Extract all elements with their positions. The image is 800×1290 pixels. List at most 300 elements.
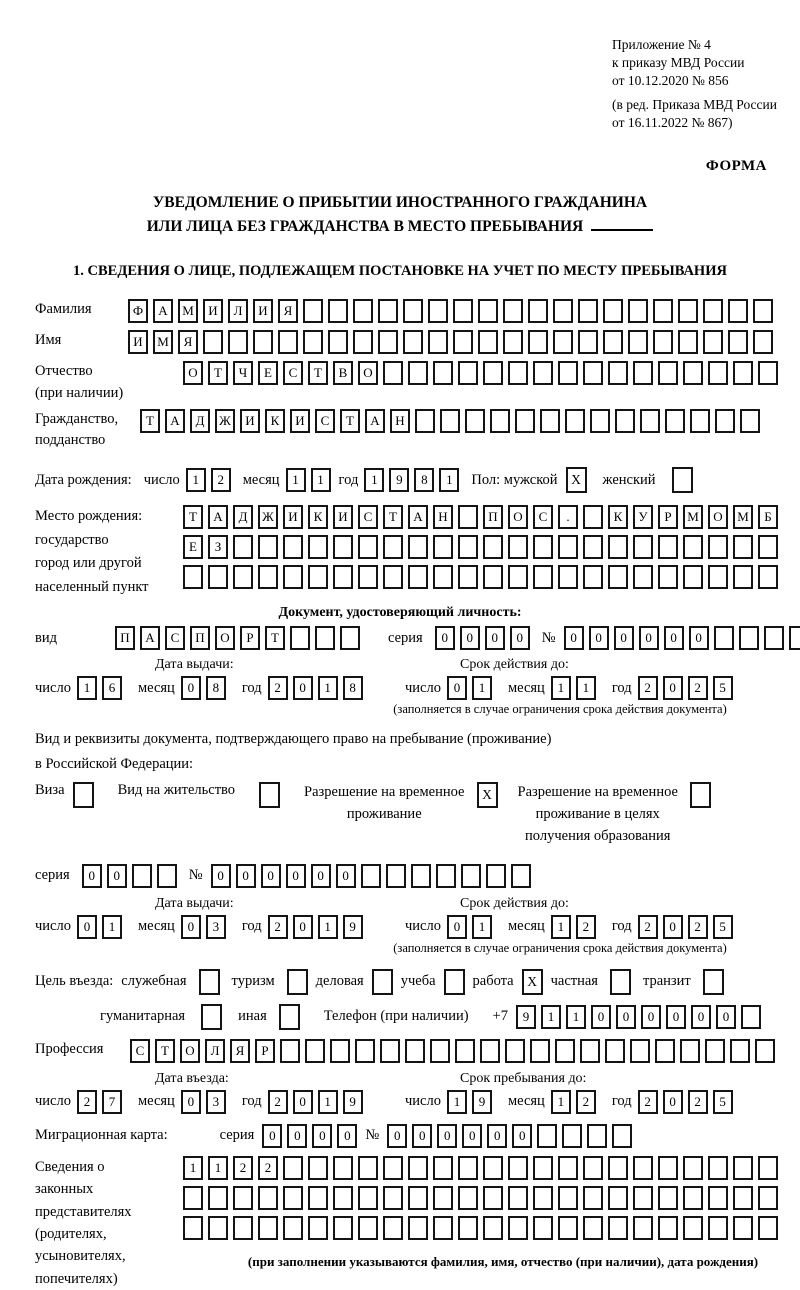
char-cell[interactable] bbox=[508, 565, 528, 589]
char-cell[interactable]: 1 bbox=[551, 1090, 571, 1114]
char-cell[interactable] bbox=[308, 1156, 328, 1180]
char-cell[interactable] bbox=[603, 330, 623, 354]
char-cell[interactable]: О bbox=[708, 505, 728, 529]
char-cell[interactable] bbox=[458, 1216, 478, 1240]
char-cell[interactable]: 0 bbox=[639, 626, 659, 650]
char-cell[interactable] bbox=[383, 1156, 403, 1180]
char-cell[interactable]: О bbox=[508, 505, 528, 529]
char-cell[interactable] bbox=[132, 864, 152, 888]
char-cell[interactable] bbox=[764, 626, 784, 650]
char-cell[interactable] bbox=[583, 505, 603, 529]
char-cell[interactable] bbox=[503, 299, 523, 323]
char-cell[interactable]: 2 bbox=[638, 676, 658, 700]
char-cell[interactable] bbox=[758, 535, 778, 559]
char-cell[interactable] bbox=[228, 330, 248, 354]
char-cell[interactable] bbox=[483, 1186, 503, 1210]
char-cell[interactable]: 2 bbox=[268, 915, 288, 939]
char-cell[interactable]: 0 bbox=[287, 1124, 307, 1148]
char-cell[interactable]: 1 bbox=[318, 1090, 338, 1114]
char-cell[interactable] bbox=[430, 1039, 450, 1063]
char-cell[interactable]: А bbox=[208, 505, 228, 529]
char-cell[interactable]: 1 bbox=[472, 915, 492, 939]
char-cell[interactable]: 0 bbox=[261, 864, 281, 888]
char-cell[interactable] bbox=[403, 299, 423, 323]
char-cell[interactable] bbox=[612, 1124, 632, 1148]
char-cell[interactable] bbox=[690, 409, 710, 433]
visa-checkbox[interactable] bbox=[73, 782, 94, 808]
char-cell[interactable]: У bbox=[633, 505, 653, 529]
char-cell[interactable]: 5 bbox=[713, 676, 733, 700]
char-cell[interactable]: 2 bbox=[576, 915, 596, 939]
char-cell[interactable] bbox=[458, 535, 478, 559]
sex-female-checkbox[interactable] bbox=[672, 467, 693, 493]
char-cell[interactable] bbox=[753, 299, 773, 323]
char-cell[interactable] bbox=[258, 1186, 278, 1210]
purpose-business-checkbox[interactable] bbox=[372, 969, 393, 995]
char-cell[interactable]: 0 bbox=[447, 676, 467, 700]
char-cell[interactable] bbox=[678, 330, 698, 354]
char-cell[interactable] bbox=[280, 1039, 300, 1063]
char-cell[interactable] bbox=[508, 1216, 528, 1240]
char-cell[interactable] bbox=[383, 1186, 403, 1210]
char-cell[interactable] bbox=[403, 330, 423, 354]
char-cell[interactable]: Т bbox=[340, 409, 360, 433]
char-cell[interactable] bbox=[383, 1216, 403, 1240]
char-cell[interactable]: Я bbox=[230, 1039, 250, 1063]
char-cell[interactable] bbox=[283, 1216, 303, 1240]
char-cell[interactable] bbox=[715, 409, 735, 433]
char-cell[interactable]: 0 bbox=[293, 915, 313, 939]
char-cell[interactable]: Е bbox=[183, 535, 203, 559]
char-cell[interactable] bbox=[708, 361, 728, 385]
char-cell[interactable] bbox=[308, 565, 328, 589]
char-cell[interactable]: Ж bbox=[215, 409, 235, 433]
char-cell[interactable] bbox=[458, 361, 478, 385]
char-cell[interactable] bbox=[665, 409, 685, 433]
char-cell[interactable]: 2 bbox=[211, 468, 231, 492]
char-cell[interactable]: Р bbox=[240, 626, 260, 650]
char-cell[interactable]: А bbox=[408, 505, 428, 529]
char-cell[interactable] bbox=[583, 535, 603, 559]
char-cell[interactable]: 1 bbox=[566, 1005, 586, 1029]
char-cell[interactable] bbox=[503, 330, 523, 354]
char-cell[interactable] bbox=[283, 535, 303, 559]
char-cell[interactable]: 1 bbox=[318, 676, 338, 700]
char-cell[interactable] bbox=[741, 1005, 761, 1029]
char-cell[interactable]: 1 bbox=[541, 1005, 561, 1029]
char-cell[interactable]: 0 bbox=[716, 1005, 736, 1029]
purpose-private-checkbox[interactable] bbox=[610, 969, 631, 995]
char-cell[interactable] bbox=[633, 1216, 653, 1240]
char-cell[interactable] bbox=[328, 330, 348, 354]
char-cell[interactable]: 9 bbox=[343, 915, 363, 939]
char-cell[interactable]: И bbox=[290, 409, 310, 433]
purpose-tourism-checkbox[interactable] bbox=[287, 969, 308, 995]
char-cell[interactable] bbox=[505, 1039, 525, 1063]
char-cell[interactable]: Т bbox=[265, 626, 285, 650]
char-cell[interactable]: 0 bbox=[236, 864, 256, 888]
char-cell[interactable] bbox=[408, 535, 428, 559]
char-cell[interactable] bbox=[583, 1186, 603, 1210]
char-cell[interactable] bbox=[183, 1186, 203, 1210]
char-cell[interactable]: 0 bbox=[181, 915, 201, 939]
char-cell[interactable] bbox=[708, 535, 728, 559]
char-cell[interactable] bbox=[755, 1039, 775, 1063]
char-cell[interactable]: К bbox=[265, 409, 285, 433]
char-cell[interactable]: О bbox=[358, 361, 378, 385]
char-cell[interactable] bbox=[658, 1156, 678, 1180]
char-cell[interactable]: 8 bbox=[343, 676, 363, 700]
char-cell[interactable]: 0 bbox=[564, 626, 584, 650]
char-cell[interactable]: 0 bbox=[181, 1090, 201, 1114]
char-cell[interactable]: З bbox=[208, 535, 228, 559]
char-cell[interactable] bbox=[565, 409, 585, 433]
char-cell[interactable] bbox=[758, 1216, 778, 1240]
char-cell[interactable] bbox=[658, 1216, 678, 1240]
char-cell[interactable] bbox=[183, 1216, 203, 1240]
char-cell[interactable] bbox=[583, 361, 603, 385]
char-cell[interactable] bbox=[558, 1216, 578, 1240]
purpose-study-checkbox[interactable] bbox=[444, 969, 465, 995]
char-cell[interactable] bbox=[683, 361, 703, 385]
residence-permit-checkbox[interactable] bbox=[259, 782, 280, 808]
char-cell[interactable]: 0 bbox=[311, 864, 331, 888]
char-cell[interactable] bbox=[340, 626, 360, 650]
char-cell[interactable] bbox=[480, 1039, 500, 1063]
char-cell[interactable] bbox=[708, 1156, 728, 1180]
char-cell[interactable] bbox=[680, 1039, 700, 1063]
char-cell[interactable] bbox=[708, 1216, 728, 1240]
char-cell[interactable]: 0 bbox=[337, 1124, 357, 1148]
char-cell[interactable]: 0 bbox=[510, 626, 530, 650]
char-cell[interactable]: И bbox=[203, 299, 223, 323]
char-cell[interactable]: 0 bbox=[666, 1005, 686, 1029]
char-cell[interactable]: Р bbox=[255, 1039, 275, 1063]
char-cell[interactable] bbox=[455, 1039, 475, 1063]
char-cell[interactable]: 0 bbox=[181, 676, 201, 700]
char-cell[interactable]: 2 bbox=[638, 1090, 658, 1114]
char-cell[interactable] bbox=[308, 1186, 328, 1210]
char-cell[interactable] bbox=[553, 330, 573, 354]
char-cell[interactable]: 0 bbox=[512, 1124, 532, 1148]
char-cell[interactable]: А bbox=[165, 409, 185, 433]
char-cell[interactable] bbox=[540, 409, 560, 433]
char-cell[interactable] bbox=[408, 1186, 428, 1210]
char-cell[interactable]: 1 bbox=[472, 676, 492, 700]
char-cell[interactable] bbox=[583, 1216, 603, 1240]
char-cell[interactable]: 1 bbox=[186, 468, 206, 492]
char-cell[interactable] bbox=[655, 1039, 675, 1063]
char-cell[interactable]: 1 bbox=[551, 915, 571, 939]
char-cell[interactable]: А bbox=[153, 299, 173, 323]
char-cell[interactable] bbox=[703, 299, 723, 323]
char-cell[interactable] bbox=[528, 299, 548, 323]
char-cell[interactable] bbox=[483, 1156, 503, 1180]
char-cell[interactable] bbox=[433, 1216, 453, 1240]
char-cell[interactable] bbox=[308, 535, 328, 559]
char-cell[interactable] bbox=[628, 330, 648, 354]
char-cell[interactable] bbox=[303, 330, 323, 354]
char-cell[interactable]: 2 bbox=[233, 1156, 253, 1180]
char-cell[interactable] bbox=[383, 361, 403, 385]
char-cell[interactable] bbox=[233, 1216, 253, 1240]
char-cell[interactable] bbox=[330, 1039, 350, 1063]
char-cell[interactable]: 1 bbox=[364, 468, 384, 492]
char-cell[interactable]: М bbox=[733, 505, 753, 529]
char-cell[interactable] bbox=[633, 535, 653, 559]
char-cell[interactable]: П bbox=[115, 626, 135, 650]
char-cell[interactable] bbox=[465, 409, 485, 433]
char-cell[interactable]: 1 bbox=[286, 468, 306, 492]
char-cell[interactable] bbox=[608, 1186, 628, 1210]
char-cell[interactable] bbox=[358, 1216, 378, 1240]
char-cell[interactable] bbox=[608, 1156, 628, 1180]
char-cell[interactable] bbox=[608, 1216, 628, 1240]
char-cell[interactable] bbox=[458, 1156, 478, 1180]
char-cell[interactable]: С bbox=[533, 505, 553, 529]
char-cell[interactable] bbox=[483, 1216, 503, 1240]
char-cell[interactable] bbox=[490, 409, 510, 433]
char-cell[interactable] bbox=[258, 565, 278, 589]
char-cell[interactable]: 0 bbox=[616, 1005, 636, 1029]
char-cell[interactable] bbox=[358, 565, 378, 589]
char-cell[interactable]: 0 bbox=[211, 864, 231, 888]
char-cell[interactable] bbox=[640, 409, 660, 433]
char-cell[interactable] bbox=[739, 626, 759, 650]
char-cell[interactable] bbox=[253, 330, 273, 354]
char-cell[interactable] bbox=[508, 1186, 528, 1210]
char-cell[interactable] bbox=[483, 565, 503, 589]
char-cell[interactable]: 0 bbox=[589, 626, 609, 650]
char-cell[interactable] bbox=[353, 299, 373, 323]
char-cell[interactable] bbox=[453, 299, 473, 323]
char-cell[interactable]: С bbox=[165, 626, 185, 650]
char-cell[interactable] bbox=[758, 565, 778, 589]
char-cell[interactable]: 0 bbox=[107, 864, 127, 888]
char-cell[interactable]: И bbox=[333, 505, 353, 529]
char-cell[interactable]: Т bbox=[308, 361, 328, 385]
char-cell[interactable] bbox=[583, 1156, 603, 1180]
char-cell[interactable]: Л bbox=[205, 1039, 225, 1063]
char-cell[interactable] bbox=[515, 409, 535, 433]
char-cell[interactable]: И bbox=[253, 299, 273, 323]
char-cell[interactable]: 0 bbox=[262, 1124, 282, 1148]
char-cell[interactable] bbox=[733, 1216, 753, 1240]
char-cell[interactable] bbox=[333, 1156, 353, 1180]
char-cell[interactable] bbox=[683, 535, 703, 559]
char-cell[interactable]: 0 bbox=[312, 1124, 332, 1148]
char-cell[interactable]: 0 bbox=[293, 676, 313, 700]
purpose-official-checkbox[interactable] bbox=[199, 969, 220, 995]
char-cell[interactable]: 0 bbox=[614, 626, 634, 650]
char-cell[interactable] bbox=[578, 299, 598, 323]
char-cell[interactable] bbox=[758, 1156, 778, 1180]
char-cell[interactable]: 9 bbox=[472, 1090, 492, 1114]
char-cell[interactable]: 2 bbox=[77, 1090, 97, 1114]
char-cell[interactable] bbox=[578, 330, 598, 354]
purpose-work-checkbox[interactable]: X bbox=[522, 969, 543, 995]
char-cell[interactable] bbox=[789, 626, 800, 650]
purpose-transit-checkbox[interactable] bbox=[703, 969, 724, 995]
char-cell[interactable]: П bbox=[190, 626, 210, 650]
char-cell[interactable] bbox=[590, 409, 610, 433]
char-cell[interactable] bbox=[658, 565, 678, 589]
char-cell[interactable]: И bbox=[240, 409, 260, 433]
char-cell[interactable] bbox=[303, 299, 323, 323]
char-cell[interactable] bbox=[308, 1216, 328, 1240]
char-cell[interactable] bbox=[583, 565, 603, 589]
char-cell[interactable]: 0 bbox=[663, 1090, 683, 1114]
char-cell[interactable] bbox=[533, 565, 553, 589]
char-cell[interactable]: В bbox=[333, 361, 353, 385]
char-cell[interactable] bbox=[530, 1039, 550, 1063]
char-cell[interactable] bbox=[486, 864, 506, 888]
char-cell[interactable]: Д bbox=[190, 409, 210, 433]
char-cell[interactable] bbox=[758, 361, 778, 385]
char-cell[interactable] bbox=[683, 565, 703, 589]
char-cell[interactable]: . bbox=[558, 505, 578, 529]
char-cell[interactable]: Б bbox=[758, 505, 778, 529]
char-cell[interactable] bbox=[562, 1124, 582, 1148]
char-cell[interactable]: 0 bbox=[435, 626, 455, 650]
char-cell[interactable]: 1 bbox=[208, 1156, 228, 1180]
char-cell[interactable] bbox=[203, 330, 223, 354]
char-cell[interactable]: 9 bbox=[516, 1005, 536, 1029]
char-cell[interactable] bbox=[658, 361, 678, 385]
char-cell[interactable] bbox=[283, 1186, 303, 1210]
char-cell[interactable] bbox=[708, 1186, 728, 1210]
char-cell[interactable] bbox=[361, 864, 381, 888]
char-cell[interactable]: И bbox=[283, 505, 303, 529]
char-cell[interactable]: 2 bbox=[638, 915, 658, 939]
char-cell[interactable]: 2 bbox=[688, 676, 708, 700]
char-cell[interactable] bbox=[433, 535, 453, 559]
char-cell[interactable] bbox=[533, 1216, 553, 1240]
char-cell[interactable] bbox=[580, 1039, 600, 1063]
char-cell[interactable]: 2 bbox=[688, 915, 708, 939]
char-cell[interactable] bbox=[508, 361, 528, 385]
char-cell[interactable] bbox=[208, 565, 228, 589]
char-cell[interactable]: 3 bbox=[206, 1090, 226, 1114]
char-cell[interactable]: Н bbox=[390, 409, 410, 433]
char-cell[interactable] bbox=[408, 565, 428, 589]
char-cell[interactable] bbox=[358, 1156, 378, 1180]
char-cell[interactable]: 0 bbox=[77, 915, 97, 939]
char-cell[interactable] bbox=[333, 1216, 353, 1240]
char-cell[interactable] bbox=[728, 299, 748, 323]
char-cell[interactable] bbox=[411, 864, 431, 888]
char-cell[interactable]: 0 bbox=[485, 626, 505, 650]
char-cell[interactable] bbox=[290, 626, 310, 650]
char-cell[interactable] bbox=[630, 1039, 650, 1063]
char-cell[interactable]: 2 bbox=[258, 1156, 278, 1180]
char-cell[interactable] bbox=[705, 1039, 725, 1063]
char-cell[interactable] bbox=[733, 535, 753, 559]
char-cell[interactable]: И bbox=[128, 330, 148, 354]
char-cell[interactable] bbox=[733, 1156, 753, 1180]
char-cell[interactable] bbox=[608, 361, 628, 385]
char-cell[interactable]: Ф bbox=[128, 299, 148, 323]
char-cell[interactable]: О bbox=[183, 361, 203, 385]
char-cell[interactable]: 0 bbox=[689, 626, 709, 650]
char-cell[interactable] bbox=[683, 1186, 703, 1210]
char-cell[interactable]: А bbox=[140, 626, 160, 650]
char-cell[interactable]: П bbox=[483, 505, 503, 529]
char-cell[interactable] bbox=[678, 299, 698, 323]
char-cell[interactable]: 2 bbox=[268, 676, 288, 700]
char-cell[interactable]: 5 bbox=[713, 1090, 733, 1114]
char-cell[interactable] bbox=[558, 535, 578, 559]
char-cell[interactable]: Т bbox=[383, 505, 403, 529]
char-cell[interactable] bbox=[433, 1156, 453, 1180]
char-cell[interactable]: Я bbox=[178, 330, 198, 354]
char-cell[interactable] bbox=[283, 1156, 303, 1180]
char-cell[interactable] bbox=[483, 535, 503, 559]
char-cell[interactable]: С bbox=[358, 505, 378, 529]
char-cell[interactable]: 1 bbox=[576, 676, 596, 700]
char-cell[interactable]: 7 bbox=[102, 1090, 122, 1114]
char-cell[interactable]: Т bbox=[183, 505, 203, 529]
char-cell[interactable]: 6 bbox=[102, 676, 122, 700]
char-cell[interactable]: Т bbox=[155, 1039, 175, 1063]
char-cell[interactable] bbox=[458, 505, 478, 529]
char-cell[interactable]: 0 bbox=[437, 1124, 457, 1148]
char-cell[interactable] bbox=[558, 565, 578, 589]
char-cell[interactable]: 0 bbox=[82, 864, 102, 888]
char-cell[interactable] bbox=[283, 565, 303, 589]
char-cell[interactable] bbox=[558, 361, 578, 385]
char-cell[interactable] bbox=[733, 361, 753, 385]
char-cell[interactable] bbox=[603, 299, 623, 323]
char-cell[interactable]: 0 bbox=[487, 1124, 507, 1148]
char-cell[interactable] bbox=[633, 565, 653, 589]
char-cell[interactable] bbox=[378, 330, 398, 354]
char-cell[interactable] bbox=[511, 864, 531, 888]
char-cell[interactable] bbox=[380, 1039, 400, 1063]
char-cell[interactable] bbox=[740, 409, 760, 433]
char-cell[interactable]: 1 bbox=[318, 915, 338, 939]
char-cell[interactable] bbox=[703, 330, 723, 354]
char-cell[interactable]: Д bbox=[233, 505, 253, 529]
char-cell[interactable] bbox=[478, 330, 498, 354]
char-cell[interactable]: 0 bbox=[286, 864, 306, 888]
char-cell[interactable]: Т bbox=[208, 361, 228, 385]
char-cell[interactable] bbox=[605, 1039, 625, 1063]
char-cell[interactable]: Л bbox=[228, 299, 248, 323]
char-cell[interactable] bbox=[615, 409, 635, 433]
char-cell[interactable]: 1 bbox=[102, 915, 122, 939]
char-cell[interactable] bbox=[408, 1216, 428, 1240]
char-cell[interactable]: 5 bbox=[713, 915, 733, 939]
char-cell[interactable] bbox=[733, 1186, 753, 1210]
char-cell[interactable] bbox=[633, 361, 653, 385]
char-cell[interactable] bbox=[278, 330, 298, 354]
char-cell[interactable]: 0 bbox=[664, 626, 684, 650]
char-cell[interactable] bbox=[355, 1039, 375, 1063]
char-cell[interactable] bbox=[386, 864, 406, 888]
char-cell[interactable]: С bbox=[283, 361, 303, 385]
char-cell[interactable]: 0 bbox=[336, 864, 356, 888]
char-cell[interactable] bbox=[433, 1186, 453, 1210]
char-cell[interactable] bbox=[508, 1156, 528, 1180]
sex-male-checkbox[interactable]: X bbox=[566, 467, 587, 493]
char-cell[interactable] bbox=[533, 535, 553, 559]
char-cell[interactable] bbox=[208, 1216, 228, 1240]
char-cell[interactable] bbox=[587, 1124, 607, 1148]
char-cell[interactable] bbox=[433, 565, 453, 589]
char-cell[interactable]: 0 bbox=[293, 1090, 313, 1114]
char-cell[interactable] bbox=[440, 409, 460, 433]
